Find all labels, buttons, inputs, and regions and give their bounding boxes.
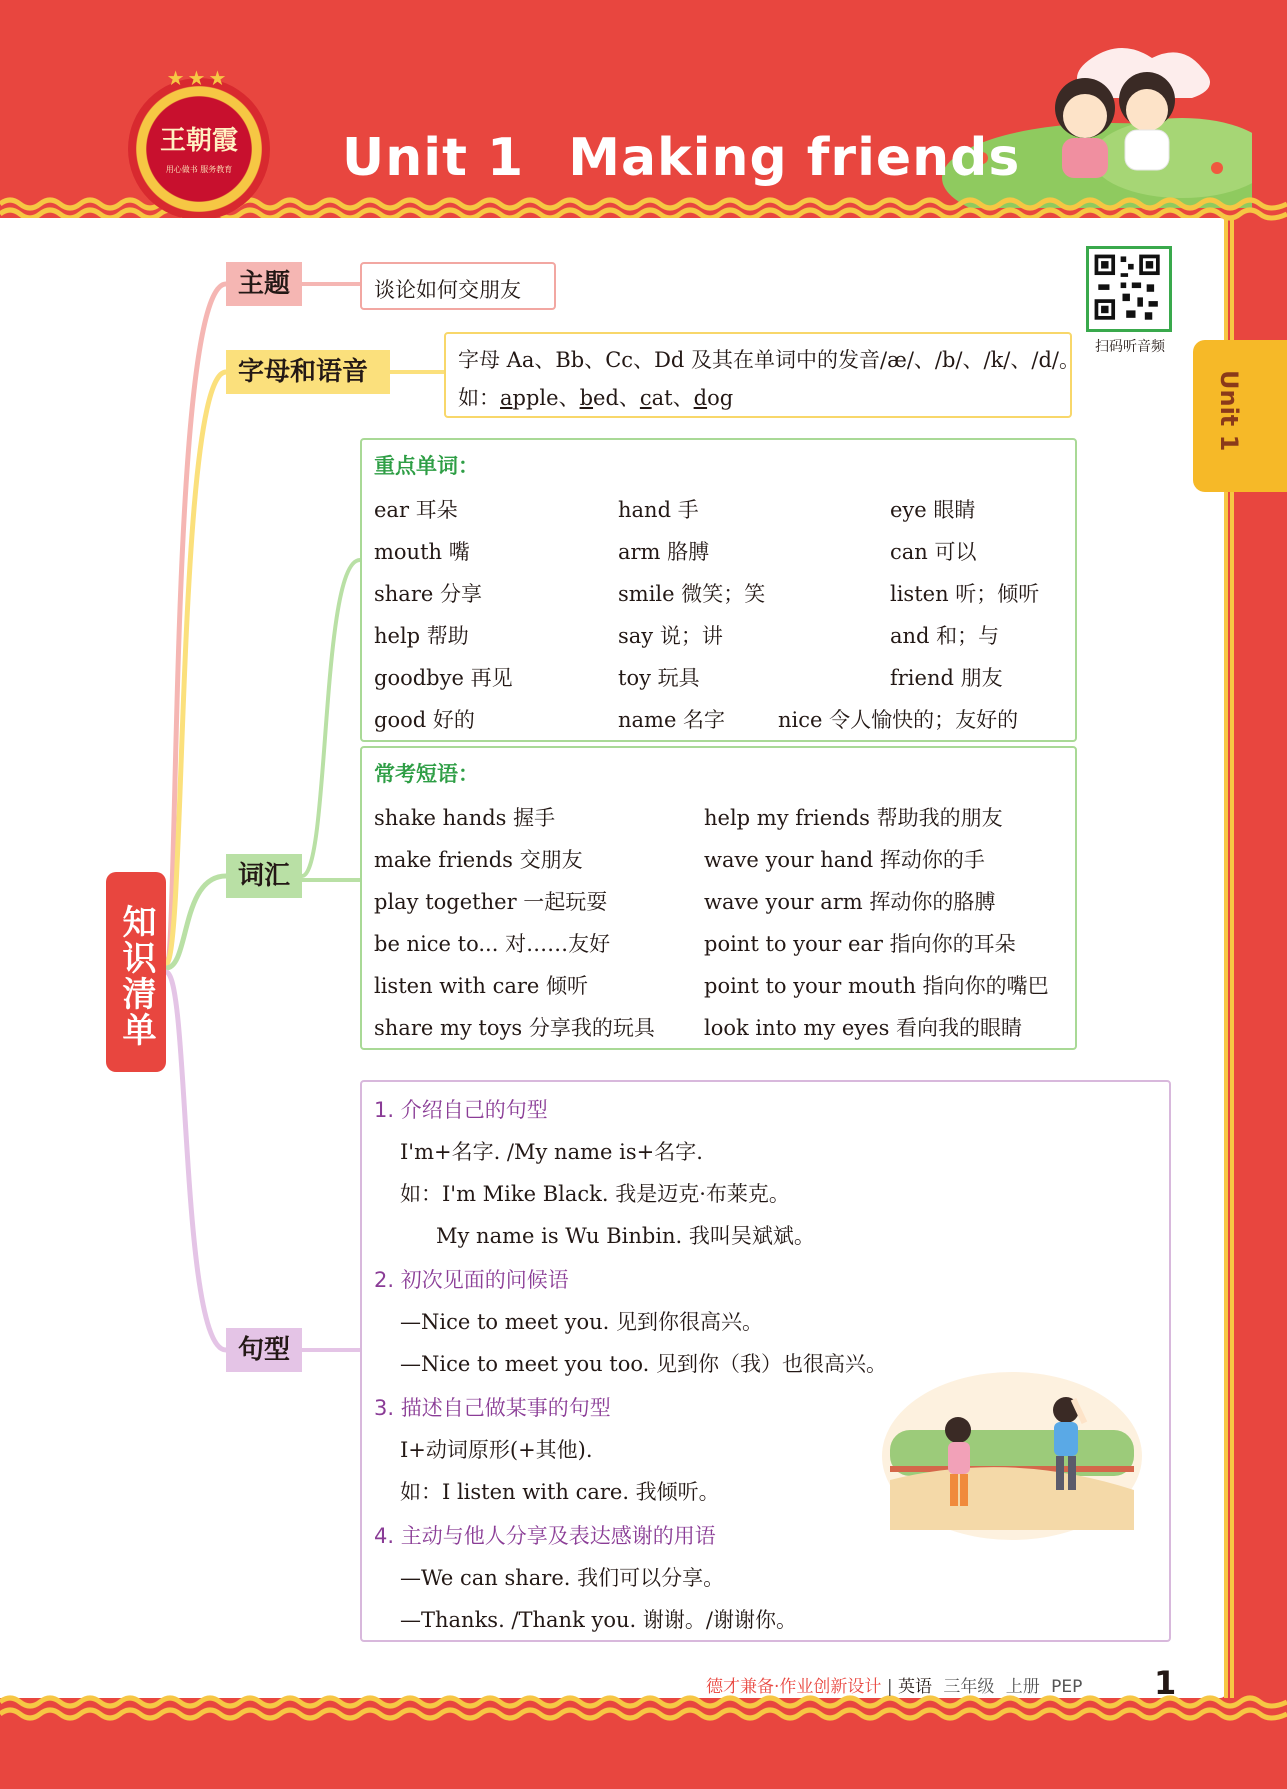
phonics-ex-u: c bbox=[639, 386, 652, 410]
word-item: can 可以 bbox=[890, 540, 977, 564]
qr-label: 扫码听音频 bbox=[1095, 339, 1165, 355]
phonics-ex-rest: at bbox=[651, 386, 673, 410]
phrases-box bbox=[360, 746, 1077, 1050]
phonics-line1: 字母 Aa、Bb、Cc、Dd 及其在单词中的发音/æ/、/b/、/k/、/d/。 bbox=[458, 348, 1080, 372]
phrase-item: be nice to... 对……友好 bbox=[374, 932, 611, 956]
branch-tag-vocab: 词汇 bbox=[226, 854, 302, 898]
sentence-line: —Nice to meet you too. 见到你（我）也很高兴。 bbox=[400, 1352, 888, 1376]
footer-term: 上册 bbox=[1005, 1677, 1040, 1697]
word-item: ear 耳朵 bbox=[374, 498, 458, 522]
word-item: help 帮助 bbox=[374, 624, 469, 648]
phonics-ex-u: b bbox=[579, 386, 594, 410]
phrase-item: shake hands 握手 bbox=[374, 806, 556, 830]
unit-side-tab-label: Unit 1 bbox=[1215, 370, 1243, 452]
logo-name: 王朝霞 bbox=[159, 126, 238, 156]
word-item: friend 朋友 bbox=[890, 666, 1003, 690]
phonics-ex-u: d bbox=[693, 386, 708, 410]
branch-tag-phonics: 字母和语音 bbox=[226, 350, 390, 394]
phrase-item: listen with care 倾听 bbox=[374, 974, 589, 998]
sentence-line: I+动词原形(+其他). bbox=[400, 1438, 593, 1462]
sentence-section-title: 4. 主动与他人分享及表达感谢的用语 bbox=[374, 1524, 716, 1548]
footer-sep: | bbox=[886, 1677, 893, 1697]
footer-subject: 英语 bbox=[897, 1677, 932, 1697]
sentence-line: —We can share. 我们可以分享。 bbox=[400, 1566, 725, 1590]
key-words-box bbox=[360, 438, 1077, 742]
phrases-header: 常考短语： bbox=[374, 762, 479, 786]
key-words-header: 重点单词： bbox=[374, 454, 479, 478]
word-item: and 和；与 bbox=[890, 624, 1000, 648]
sentence-line: —Thanks. /Thank you. 谢谢。/谢谢你。 bbox=[400, 1608, 797, 1632]
logo-slogan: 用心做书 服务教育 bbox=[165, 165, 233, 174]
sentence-line: I'm+名字. /My name is+名字. bbox=[400, 1140, 703, 1164]
word-item: smile 微笑；笑 bbox=[618, 582, 766, 606]
phonics-ex-u: a bbox=[500, 386, 513, 410]
phrase-item: wave your arm 挥动你的胳膊 bbox=[704, 890, 996, 914]
word-item: nice 令人愉快的；友好的 bbox=[778, 708, 1019, 732]
phonics-sep: 、 bbox=[618, 386, 640, 410]
word-item: share 分享 bbox=[374, 582, 482, 606]
word-item: say 说；讲 bbox=[618, 624, 723, 648]
phonics-line2 bbox=[458, 382, 733, 412]
word-item: eye 眼睛 bbox=[890, 498, 976, 522]
word-item: toy 玩具 bbox=[618, 666, 700, 690]
phonics-sep: 、 bbox=[558, 386, 580, 410]
mindmap-root: 知识清单 bbox=[106, 872, 166, 1072]
theme-box bbox=[360, 262, 556, 310]
phrase-item: wave your hand 挥动你的手 bbox=[704, 848, 985, 872]
footer-grade: 三年级 bbox=[943, 1677, 995, 1697]
sentence-line: My name is Wu Binbin. 我叫吴斌斌。 bbox=[436, 1224, 815, 1248]
word-item: listen 听；倾听 bbox=[890, 582, 1040, 606]
word-item: arm 胳膊 bbox=[618, 540, 710, 564]
brand-logo bbox=[128, 78, 270, 220]
footer-series: 德才兼备·作业创新设计 bbox=[706, 1677, 882, 1697]
page-number: 1 bbox=[1154, 1664, 1177, 1702]
unit-side-tab[interactable] bbox=[1193, 340, 1287, 492]
branch-tag-sentences: 句型 bbox=[226, 1328, 302, 1372]
phrase-item: point to your ear 指向你的耳朵 bbox=[704, 932, 1016, 956]
phrase-item: help my friends 帮助我的朋友 bbox=[704, 806, 1003, 830]
footer-edition: PEP bbox=[1051, 1677, 1083, 1697]
word-item: mouth 嘴 bbox=[374, 540, 470, 564]
word-item: good 好的 bbox=[374, 708, 475, 732]
phonics-box bbox=[444, 332, 1080, 418]
phrase-item: make friends 交朋友 bbox=[374, 848, 583, 872]
phrase-item: share my toys 分享我的玩具 bbox=[374, 1016, 655, 1040]
phonics-prefix: 如： bbox=[458, 386, 500, 410]
qr-code-icon[interactable] bbox=[1086, 246, 1172, 332]
sentence-section-title: 2. 初次见面的问候语 bbox=[374, 1268, 569, 1292]
phrase-item: point to your mouth 指向你的嘴巴 bbox=[704, 974, 1049, 998]
phonics-ex-rest: og bbox=[707, 386, 734, 410]
sentence-line: 如：I'm Mike Black. 我是迈克·布莱克。 bbox=[400, 1182, 790, 1206]
branch-tag-theme: 主题 bbox=[226, 262, 302, 306]
children-waving-illustration bbox=[880, 1370, 1144, 1542]
word-item: name 名字 bbox=[618, 708, 726, 732]
phonics-ex-rest: ed bbox=[593, 386, 619, 410]
sentences-box bbox=[360, 1080, 1171, 1642]
unit-name: Making friends bbox=[568, 128, 1021, 188]
logo-stars: ★★★ bbox=[166, 66, 230, 90]
phrase-item: look into my eyes 看向我的眼睛 bbox=[704, 1016, 1023, 1040]
sentence-section-title: 1. 介绍自己的句型 bbox=[374, 1098, 548, 1122]
word-item: goodbye 再见 bbox=[374, 666, 513, 690]
phonics-sep: 、 bbox=[672, 386, 694, 410]
phrase-item: play together 一起玩耍 bbox=[374, 890, 608, 914]
sentence-section-title: 3. 描述自己做某事的句型 bbox=[374, 1396, 611, 1420]
page-footer bbox=[706, 1672, 1126, 1702]
phonics-ex-rest: pple bbox=[512, 386, 559, 410]
unit-number: Unit 1 bbox=[342, 128, 525, 188]
word-item: hand 手 bbox=[618, 498, 699, 522]
sentence-line: 如：I listen with care. 我倾听。 bbox=[400, 1480, 720, 1504]
sentence-line: —Nice to meet you. 见到你很高兴。 bbox=[400, 1310, 763, 1334]
page-title bbox=[342, 128, 1021, 198]
theme-content: 谈论如何交朋友 bbox=[374, 278, 521, 302]
